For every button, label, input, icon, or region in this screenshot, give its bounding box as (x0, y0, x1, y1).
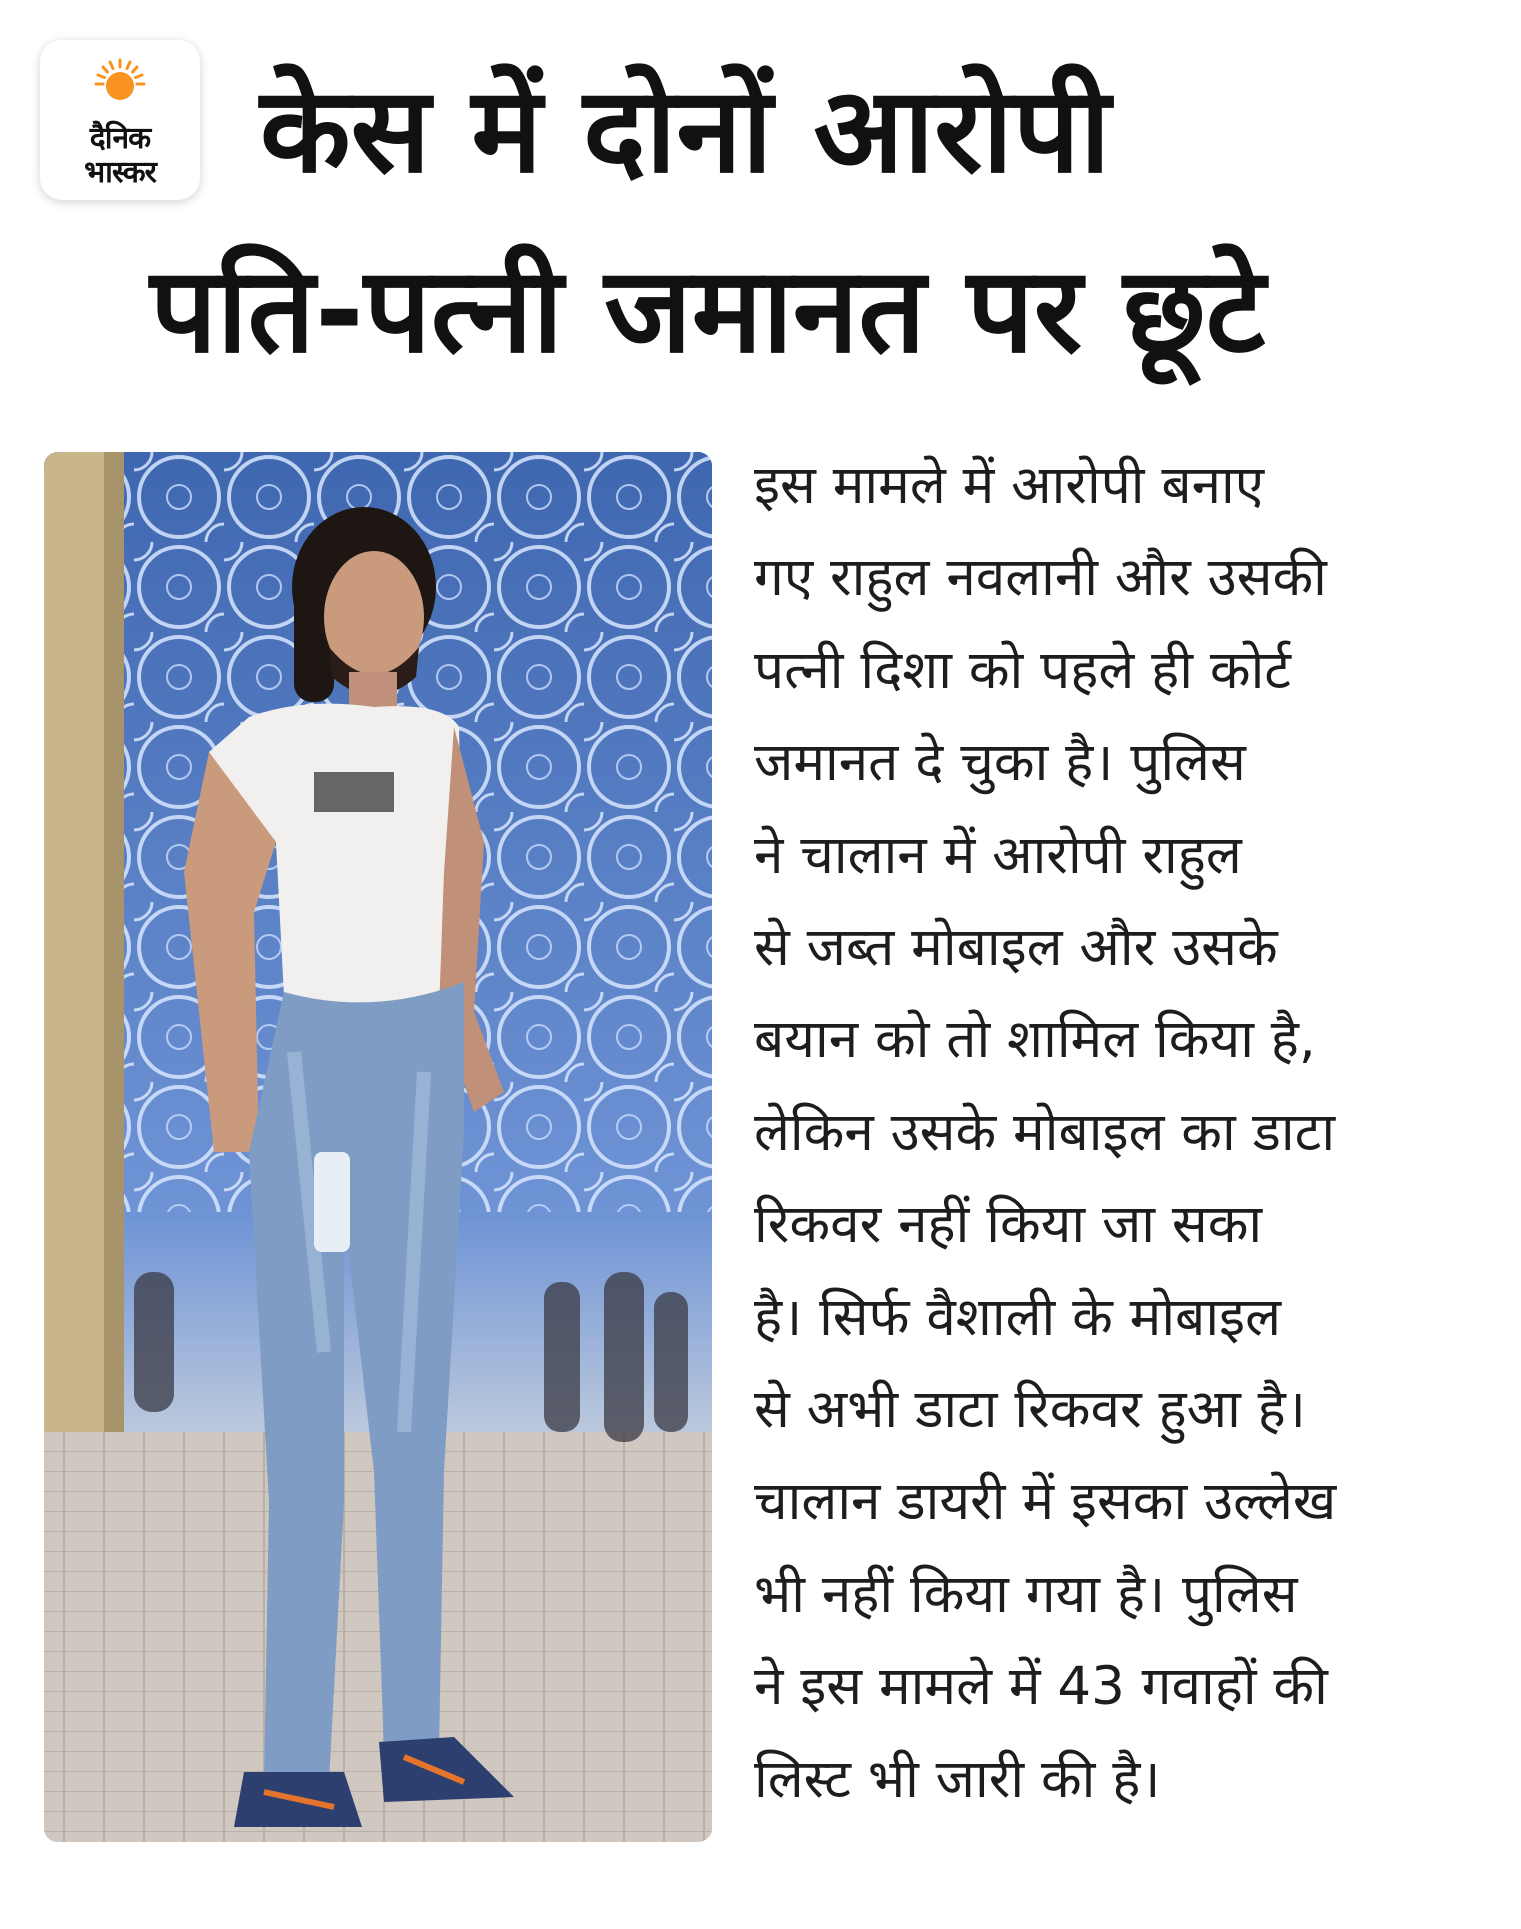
logo-text-line1: दैनिक (89, 121, 151, 156)
news-photo (44, 452, 712, 1842)
article-line: पत्नी दिशा को पहले ही कोर्ट (754, 639, 1292, 701)
article-line: चालान डायरी में इसका उल्लेख (754, 1471, 1337, 1533)
headline-line-1: केस में दोनों आरोपी (260, 61, 1111, 199)
headline-line-2: पति-पत्नी जमानत पर छूटे (150, 241, 1266, 379)
article-body (754, 440, 1494, 1826)
person-photo-icon (44, 452, 712, 1842)
article-line: लेकिन उसके मोबाइल का डाटा (754, 1101, 1336, 1163)
article-line: जमानत दे चुका है। पुलिस (754, 732, 1246, 794)
article-line: से जब्त मोबाइल और उसके (754, 917, 1278, 979)
article-line: इस मामले में आरोपी बनाए (754, 455, 1265, 516)
article-line: है। सिर्फ वैशाली के मोबाइल (754, 1286, 1282, 1348)
article-line: भी नहीं किया गया है। पुलिस (754, 1563, 1298, 1625)
logo-text-line2: भास्कर (84, 155, 156, 190)
article-line: से अभी डाटा रिकवर हुआ है। (754, 1379, 1306, 1441)
sun-icon (92, 56, 148, 112)
brand-logo (40, 40, 200, 200)
article-line: गए राहुल नवलानी और उसकी (754, 547, 1327, 609)
article-line: लिस्ट भी जारी की है। (754, 1748, 1161, 1810)
article-line: रिकवर नहीं किया जा सका (754, 1194, 1263, 1256)
article-line: बयान को तो शामिल किया है, (754, 1009, 1316, 1071)
article-line: ने चालान में आरोपी राहुल (754, 824, 1242, 886)
article-line: ने इस मामले में 43 गवाहों की (754, 1656, 1328, 1718)
